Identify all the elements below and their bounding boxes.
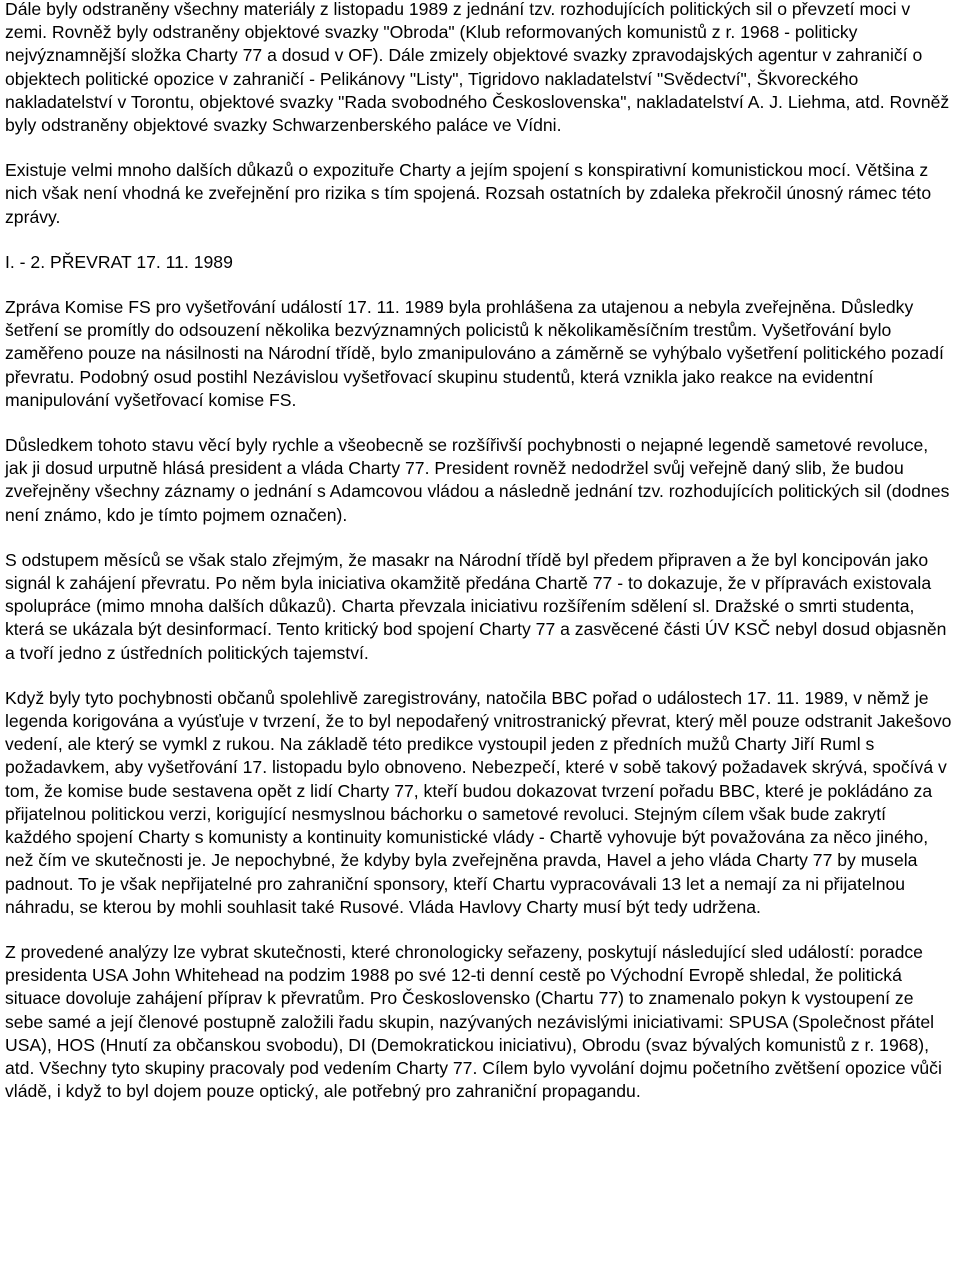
paragraph-bbc: Když byly tyto pochybnosti občanů spolehlivě zaregistrovány, natočila BBC pořad o událostech 17. 11. 1989, v němž je legenda korigována a vyúsťuje v tvrzení, že to byl nepodařený vnitrostranický převrat, který měl pouze odstranit Jakešovo vedení, ale který se vymkl z rukou. Na základě této predikce vystoupil jeden z předních mužů Charty Jiří Ruml s požadavkem, aby vyšetřování 17. listopadu bylo obnoveno. Nebezpečí, které v sobě takový požadavek skrývá, spočívá v tom, že komise bude sestavena opět z lidí Charty 77, kteří budou dokazovat tvrzení pořadu BBC, které je pokládáno za přijatelnou politickou verzi, korigující nesmyslnou báchorku o sametové revoluci. Stejným cílem však bude zakrytí každého spojení Charty s komunisty a kontinuity komunistické vlády - Chartě vyhovuje být považována za něco jiného, než čím ve skutečnosti je. Je nepochybné, že kdyby byla zveřejněna pravda, Havel a jeho vláda Charty 77 by musela padnout. To je však nepřijatelné pro zahraniční sponsory, kteří Chartu vypracovávali 13 let a nemají za ni přijatelnou náhradu, se kterou by mohli souhlasit také Rusové. Vláda Havlovy Charty musí být tedy udržena. bbox=[5, 687, 952, 917]
paragraph-evidence: Existuje velmi mnoho dalších důkazů o expozituře Charty a jejím spojení s konspirativní komunistickou mocí. Většina z nich však není vhodná ke zveřejnění pro rizika s tím spojená. Rozsah ostatních by zdaleka překročil únosný rámec této zprávy. bbox=[5, 160, 932, 227]
section-heading: I. - 2. PŘEVRAT 17. 11. 1989 bbox=[5, 251, 233, 272]
paragraph-missing-files: Dále byly odstraněny všechny materiály z listopadu 1989 z jednání tzv. rozhodujících politických sil o převzetí moci v zemi. Rovněž byly odstraněny objektové svazky "Obroda" (Klub reformovaných komunistů z r. 1968 - politicky nejvýznamnější složka Charty 77 a dosud v OF). Dále zmizely objektové svazky zpravodajských agentur v zahraničí o objektech politické opozice v zahraničí - Pelikánovy "Listy", Tigridovo nakladatelství "Svědectví", Škvoreckého nakladatelství v Torontu, objektové svazky "Rada svobodného Československa", nakladatelství A. J. Liehma, atd. Rovněž byly odstraněny objektové svazky Schwarzenberského paláce ve Vídni. bbox=[5, 0, 950, 136]
paragraph-commission-report: Zpráva Komise FS pro vyšetřování událostí 17. 11. 1989 byla prohlášena za utajenou a nebyla zveřejněna. Důsledky šetření se promítly do odsouzení několika bezvýznamných policistů k několikaměsíčním trestům. Vyšetřování bylo zaměřeno pouze na násilnosti na Národní třídě, bylo zmanipulováno a záměrně se vyhýbalo vyšetření politického pozadí převratu. Podobný osud postihl Nezávislou vyšetřovací skupinu studentů, která vznikla jako reakce na evidentní manipulování vyšetřovací komise FS. bbox=[5, 297, 944, 410]
document-page bbox=[5, 0, 955, 1125]
paragraph-massacre: S odstupem měsíců se však stalo zřejmým, že masakr na Národní třídě byl předem připraven a že byl koncipován jako signál k zahájení převratu. Po něm byla iniciativa okamžitě předána Chartě 77 - to dokazuje, že v přípravách existovala spolupráce (mimo mnoha dalších důkazů). Charta převzala iniciativu rozšířením sdělení sl. Dražské o smrti studenta, která se ukázala být desinformací. Tento kritický bod spojení Charty 77 a zasvěcené části ÚV KSČ nebyl dosud objasněn a tvoří jedno z ústředních politických tajemství. bbox=[5, 549, 947, 663]
paragraph-doubts: Důsledkem tohoto stavu věcí byly rychle a všeobecně se rozšířivší pochybnosti o nejapné legendě sametové revoluce, jak ji dosud urputně hlásá president a vláda Charty 77. President rovněž nedodržel svůj veřejně daný slib, že budou zveřejněny všechny záznamy o jednání s Adamcovou vládou a následně jednání tzv. rozhodujících politických sil (dodnes není známo, kdo je tímto pojmem označen). bbox=[5, 435, 950, 525]
paragraph-analysis: Z provedené analýzy lze vybrat skutečnosti, které chronologicky seřazeny, poskytují následující sled událostí: poradce presidenta USA John Whitehead na podzim 1988 po své 12-ti denní cestě po Východní Evropě shledal, že politická situace dovoluje zahájení příprav k převratům. Pro Československo (Chartu 77) to znamenalo pokyn k vystoupení ze sebe samé a její členové postupně založili řadu skupin, nazývaných nezávislými iniciativami: SPUSA (Společnost přátel USA), HOS (Hnutí za občanskou svobodu), DI (Demokratickou iniciativu), Obrodu (svaz bývalých komunistů z r. 1968), atd. Všechny tyto skupiny pracovaly pod vedením Charty 77. Cílem bylo vyvolání dojmu početního zvětšení opozice vůči vládě, i když to byl dojem pouze optický, ale potřebný pro zahraniční propagandu. bbox=[5, 941, 942, 1102]
